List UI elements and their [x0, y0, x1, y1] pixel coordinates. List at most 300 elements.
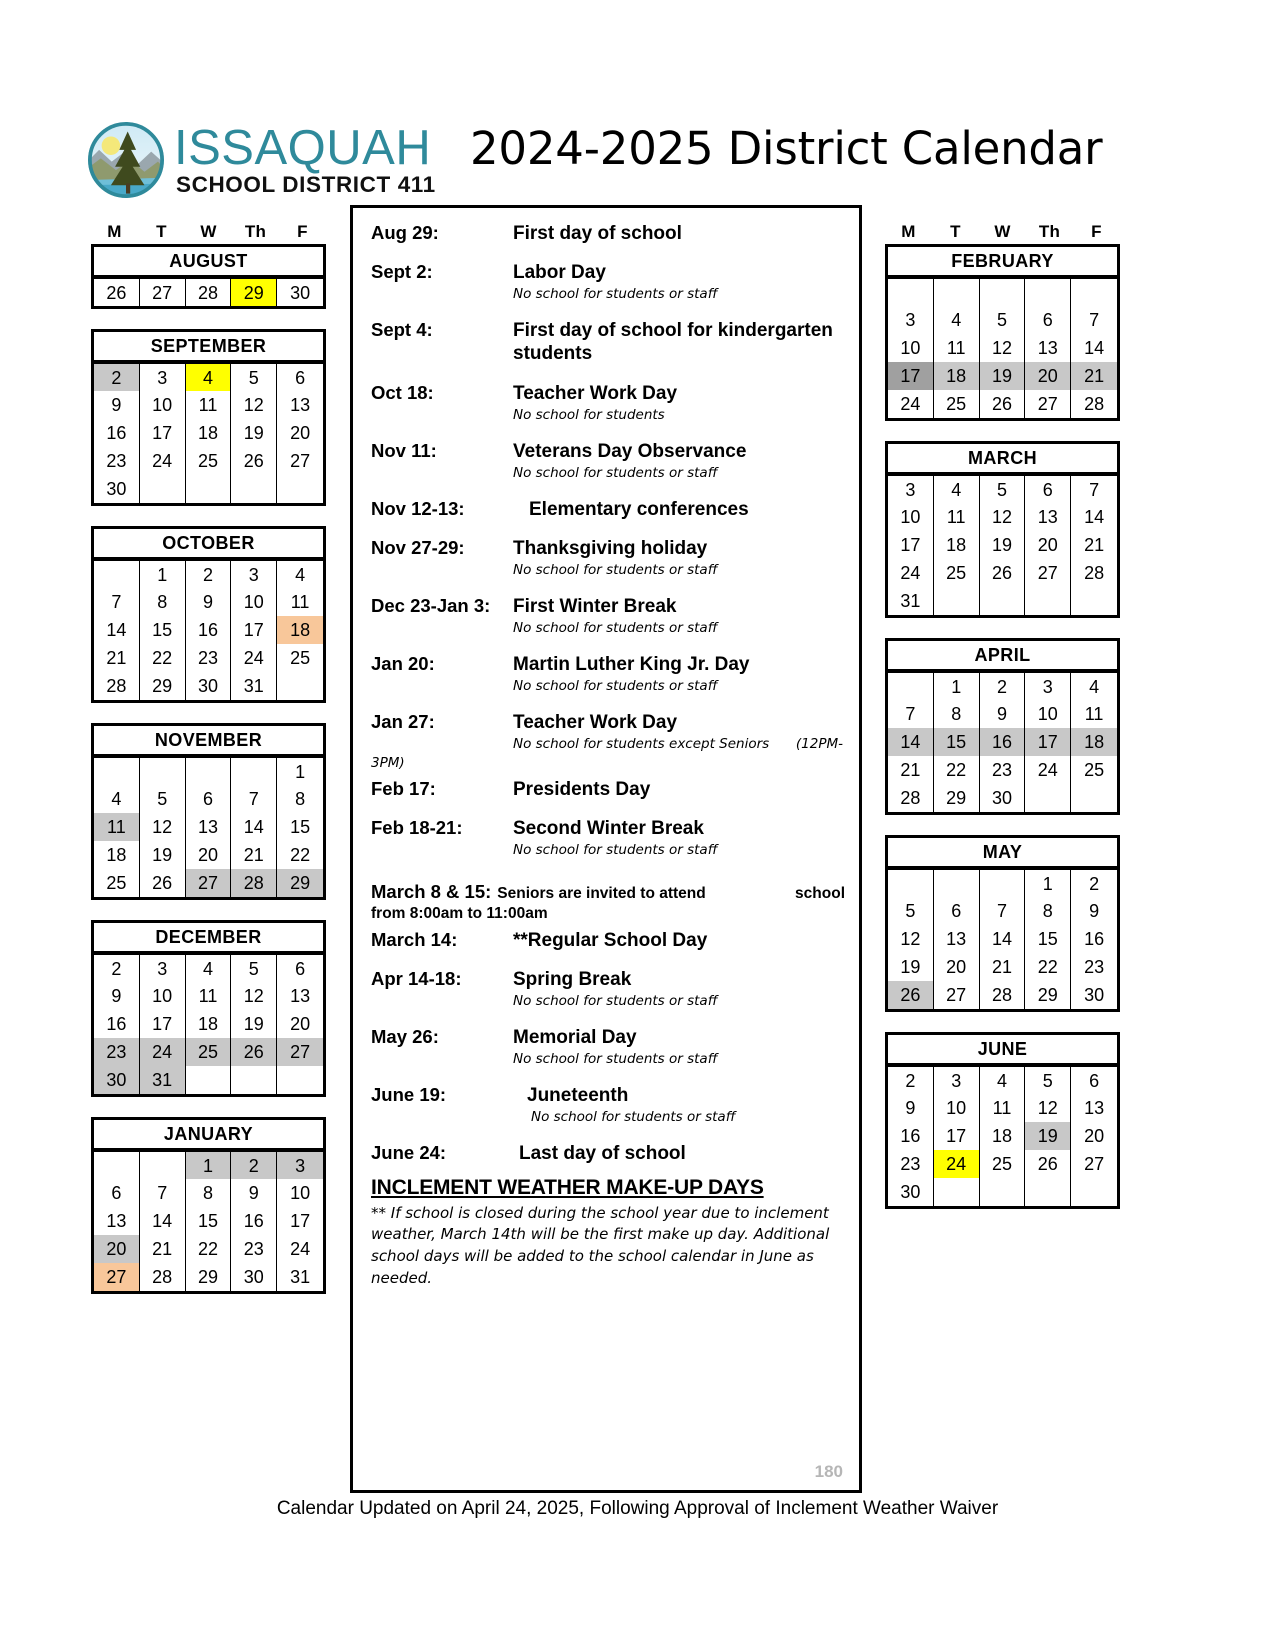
day-cell[interactable]: 16 — [186, 616, 232, 644]
day-cell[interactable]: 1 — [277, 757, 323, 785]
day-cell[interactable]: 3 — [277, 1151, 323, 1179]
day-cell[interactable]: 10 — [231, 588, 277, 616]
day-cell[interactable]: 28 — [1071, 559, 1117, 587]
day-cell[interactable]: 12 — [231, 391, 277, 419]
day-cell[interactable]: 6 — [186, 785, 232, 813]
day-cell-empty — [1071, 784, 1117, 812]
day-cell[interactable]: 20 — [1025, 362, 1071, 390]
day-cell[interactable]: 27 — [1025, 390, 1071, 418]
month-block-february — [885, 244, 1120, 421]
week-row — [888, 1178, 1117, 1206]
day-cell[interactable]: 28 — [231, 869, 277, 897]
day-cell[interactable]: 2 — [980, 672, 1026, 700]
day-cell[interactable]: 11 — [186, 391, 232, 419]
day-cell[interactable]: 20 — [94, 1235, 140, 1263]
day-cell[interactable]: 28 — [1071, 390, 1117, 418]
day-cell[interactable]: 27 — [140, 278, 186, 306]
right-months-host — [885, 244, 1120, 1209]
day-cell[interactable]: 17 — [888, 362, 934, 390]
day-cell[interactable]: 5 — [888, 897, 934, 925]
day-cell[interactable]: 3 — [140, 363, 186, 391]
day-cell-empty — [888, 869, 934, 897]
day-cell[interactable]: 21 — [980, 953, 1026, 981]
day-cell[interactable]: 19 — [1025, 1122, 1071, 1150]
day-cell[interactable]: 29 — [231, 278, 277, 306]
day-cell[interactable]: 23 — [231, 1235, 277, 1263]
day-cell[interactable]: 26 — [231, 1038, 277, 1066]
day-cell[interactable]: 17 — [140, 419, 186, 447]
day-cell[interactable]: 24 — [888, 559, 934, 587]
day-cell[interactable]: 4 — [980, 1066, 1026, 1094]
day-cell[interactable]: 2 — [888, 1066, 934, 1094]
event-row — [371, 498, 845, 521]
day-cell[interactable]: 28 — [888, 784, 934, 812]
day-cell[interactable]: 7 — [980, 897, 1026, 925]
day-cell[interactable]: 30 — [94, 475, 140, 503]
day-cell[interactable]: 25 — [277, 644, 323, 672]
day-cell[interactable]: 26 — [94, 278, 140, 306]
dow-f: F — [1091, 222, 1102, 241]
day-cell[interactable]: 27 — [94, 1263, 140, 1291]
event-note: No school for students or staff — [531, 1109, 736, 1126]
day-cell[interactable]: 9 — [1071, 897, 1117, 925]
day-cell[interactable]: 12 — [1025, 1094, 1071, 1122]
day-cell[interactable]: 14 — [888, 728, 934, 756]
day-cell[interactable]: 9 — [231, 1179, 277, 1207]
day-cell[interactable]: 2 — [94, 954, 140, 982]
day-cell-empty — [277, 672, 323, 700]
day-cell-empty — [934, 869, 980, 897]
day-cell[interactable]: 21 — [94, 644, 140, 672]
event-date: March 8 & 15: — [371, 881, 492, 903]
day-cell[interactable]: 18 — [980, 1122, 1026, 1150]
day-cell[interactable]: 17 — [277, 1207, 323, 1235]
day-cell[interactable]: 12 — [980, 334, 1026, 362]
day-cell[interactable]: 14 — [1071, 503, 1117, 531]
day-cell[interactable]: 19 — [888, 953, 934, 981]
day-cell[interactable]: 18 — [277, 616, 323, 644]
event-title: Juneteenth — [527, 1085, 629, 1107]
day-cell[interactable]: 10 — [934, 1094, 980, 1122]
day-cell[interactable]: 16 — [980, 728, 1026, 756]
day-cell[interactable]: 27 — [1025, 559, 1071, 587]
day-cell[interactable]: 4 — [277, 560, 323, 588]
day-cell[interactable]: 20 — [277, 419, 323, 447]
day-cell-empty — [934, 278, 980, 306]
day-cell[interactable]: 19 — [980, 531, 1026, 559]
day-cell[interactable]: 6 — [934, 897, 980, 925]
day-cell[interactable]: 24 — [277, 1235, 323, 1263]
event-note: No school for students or staff — [513, 678, 718, 695]
event-note — [513, 736, 845, 753]
day-of-week-header-left — [91, 220, 326, 244]
logo-district-subtitle: SCHOOL DISTRICT 411 — [176, 171, 436, 197]
day-cell[interactable]: 14 — [1071, 334, 1117, 362]
day-cell[interactable]: 2 — [231, 1151, 277, 1179]
day-cell[interactable]: 24 — [140, 1038, 186, 1066]
month-block-december — [91, 920, 326, 1097]
day-cell[interactable]: 25 — [980, 1150, 1026, 1178]
day-cell[interactable]: 26 — [980, 559, 1026, 587]
day-cell[interactable]: 11 — [94, 813, 140, 841]
week-row — [888, 925, 1117, 953]
day-cell[interactable]: 29 — [1025, 981, 1071, 1009]
day-cell[interactable]: 1 — [186, 1151, 232, 1179]
day-cell[interactable]: 9 — [94, 391, 140, 419]
day-cell[interactable]: 29 — [186, 1263, 232, 1291]
day-cell[interactable]: 15 — [186, 1207, 232, 1235]
day-cell[interactable]: 16 — [94, 419, 140, 447]
event-title: First Winter Break — [513, 595, 677, 617]
day-cell[interactable]: 3 — [888, 306, 934, 334]
day-cell[interactable]: 11 — [186, 982, 232, 1010]
day-cell[interactable]: 23 — [888, 1150, 934, 1178]
day-cell[interactable]: 16 — [888, 1122, 934, 1150]
day-cell[interactable]: 25 — [934, 559, 980, 587]
day-cell[interactable]: 31 — [140, 1066, 186, 1094]
day-cell[interactable]: 19 — [140, 841, 186, 869]
day-cell[interactable]: 27 — [277, 1038, 323, 1066]
day-cell[interactable]: 26 — [140, 869, 186, 897]
day-cell[interactable]: 12 — [888, 925, 934, 953]
month-title: MARCH — [888, 444, 1117, 475]
day-cell[interactable]: 26 — [888, 981, 934, 1009]
month-block-march — [885, 441, 1120, 618]
day-cell[interactable]: 16 — [231, 1207, 277, 1235]
logo-wordmark — [174, 120, 436, 197]
day-cell[interactable]: 26 — [231, 447, 277, 475]
day-cell[interactable]: 23 — [186, 644, 232, 672]
day-cell[interactable]: 15 — [934, 728, 980, 756]
day-cell[interactable]: 11 — [934, 334, 980, 362]
day-cell[interactable]: 30 — [277, 278, 323, 306]
day-cell[interactable]: 12 — [140, 813, 186, 841]
day-cell[interactable]: 5 — [1025, 1066, 1071, 1094]
event-row — [371, 261, 845, 284]
day-cell[interactable]: 22 — [1025, 953, 1071, 981]
event-row — [371, 1026, 845, 1049]
day-cell[interactable]: 25 — [186, 1038, 232, 1066]
month-title: JANUARY — [94, 1120, 323, 1151]
day-cell[interactable]: 2 — [1071, 869, 1117, 897]
week-row — [94, 1010, 323, 1038]
event-row — [371, 778, 845, 801]
day-cell[interactable]: 5 — [980, 306, 1026, 334]
event-title: Labor Day — [513, 262, 606, 284]
day-cell[interactable]: 7 — [231, 785, 277, 813]
day-cell[interactable]: 14 — [140, 1207, 186, 1235]
day-cell[interactable]: 30 — [94, 1066, 140, 1094]
day-cell[interactable]: 5 — [231, 363, 277, 391]
event-row — [371, 222, 845, 245]
day-cell[interactable]: 27 — [277, 447, 323, 475]
day-cell[interactable]: 26 — [980, 390, 1026, 418]
day-cell[interactable]: 18 — [1071, 728, 1117, 756]
day-cell[interactable]: 13 — [934, 925, 980, 953]
day-cell[interactable]: 18 — [934, 362, 980, 390]
day-cell[interactable]: 1 — [140, 560, 186, 588]
day-cell[interactable]: 28 — [140, 1263, 186, 1291]
event-note: No school for students or staff — [513, 286, 718, 303]
day-cell[interactable]: 14 — [980, 925, 1026, 953]
day-cell[interactable]: 11 — [980, 1094, 1026, 1122]
day-cell[interactable]: 3 — [1025, 672, 1071, 700]
day-cell[interactable]: 25 — [94, 869, 140, 897]
day-cell[interactable]: 22 — [934, 756, 980, 784]
event-row — [371, 1084, 845, 1107]
inclement-weather-body: ** If school is closed during the school year due to inclement weather, March 14th will be the first make up day. Additional school days will be added to the school calendar in June as needed. — [371, 1203, 830, 1287]
day-cell[interactable]: 10 — [1025, 700, 1071, 728]
day-cell[interactable]: 13 — [186, 813, 232, 841]
day-cell[interactable]: 10 — [888, 503, 934, 531]
day-cell[interactable]: 8 — [140, 588, 186, 616]
day-cell[interactable]: 4 — [186, 363, 232, 391]
week-row — [888, 953, 1117, 981]
day-cell[interactable]: 29 — [140, 672, 186, 700]
day-cell[interactable]: 24 — [231, 644, 277, 672]
day-cell[interactable]: 19 — [231, 1010, 277, 1038]
day-cell[interactable]: 4 — [1071, 672, 1117, 700]
day-cell-empty — [980, 278, 1026, 306]
day-cell[interactable]: 24 — [140, 447, 186, 475]
day-cell[interactable]: 16 — [1071, 925, 1117, 953]
day-cell[interactable]: 17 — [934, 1122, 980, 1150]
day-cell[interactable]: 29 — [277, 869, 323, 897]
day-cell[interactable]: 2 — [94, 363, 140, 391]
day-cell[interactable]: 9 — [94, 982, 140, 1010]
day-cell[interactable]: 11 — [1071, 700, 1117, 728]
day-cell[interactable]: 5 — [231, 954, 277, 982]
day-cell[interactable]: 13 — [277, 982, 323, 1010]
day-cell[interactable]: 2 — [186, 560, 232, 588]
day-cell[interactable]: 7 — [140, 1179, 186, 1207]
day-cell[interactable]: 17 — [888, 531, 934, 559]
week-row — [94, 954, 323, 982]
day-cell[interactable]: 13 — [1025, 503, 1071, 531]
day-cell[interactable]: 4 — [94, 785, 140, 813]
week-row — [94, 560, 323, 588]
day-cell[interactable]: 1 — [934, 672, 980, 700]
day-cell[interactable]: 25 — [186, 447, 232, 475]
week-row — [94, 672, 323, 700]
event-title: Second Winter Break — [513, 818, 704, 840]
event-date: Jan 20: — [371, 652, 435, 674]
day-cell[interactable]: 17 — [1025, 728, 1071, 756]
day-cell[interactable]: 3 — [888, 475, 934, 503]
day-cell[interactable]: 30 — [980, 784, 1026, 812]
day-cell[interactable]: 18 — [94, 841, 140, 869]
day-cell[interactable]: 20 — [934, 953, 980, 981]
day-cell[interactable]: 10 — [140, 982, 186, 1010]
week-row — [94, 1179, 323, 1207]
event-row — [371, 319, 845, 365]
day-cell[interactable]: 27 — [186, 869, 232, 897]
day-cell[interactable]: 18 — [186, 419, 232, 447]
day-cell[interactable]: 22 — [186, 1235, 232, 1263]
page-title: 2024-2025 District Calendar — [470, 122, 1103, 175]
day-cell[interactable]: 20 — [1071, 1122, 1117, 1150]
day-cell[interactable]: 9 — [888, 1094, 934, 1122]
event-title: Thanksgiving holiday — [513, 537, 708, 559]
week-row — [888, 1094, 1117, 1122]
day-cell-empty — [888, 278, 934, 306]
day-cell[interactable]: 27 — [1071, 1150, 1117, 1178]
day-cell[interactable]: 9 — [980, 700, 1026, 728]
day-cell[interactable]: 31 — [277, 1263, 323, 1291]
event-date: Dec 23-Jan 3: — [371, 594, 491, 616]
day-cell[interactable]: 3 — [231, 560, 277, 588]
day-cell[interactable]: 22 — [140, 644, 186, 672]
event-note: No school for students or staff — [513, 620, 718, 637]
day-cell[interactable]: 4 — [934, 306, 980, 334]
day-cell[interactable]: 13 — [1071, 1094, 1117, 1122]
day-cell[interactable]: 6 — [1025, 306, 1071, 334]
week-row — [94, 588, 323, 616]
day-cell[interactable]: 23 — [94, 1038, 140, 1066]
day-cell[interactable]: 23 — [980, 756, 1026, 784]
day-cell[interactable]: 29 — [934, 784, 980, 812]
day-of-week-header-right — [885, 220, 1120, 244]
day-cell[interactable]: 31 — [888, 587, 934, 615]
day-cell[interactable]: 21 — [888, 756, 934, 784]
day-cell[interactable]: 24 — [888, 390, 934, 418]
day-cell[interactable]: 6 — [277, 363, 323, 391]
day-cell[interactable]: 6 — [277, 954, 323, 982]
event-title: Last day of school — [519, 1143, 686, 1165]
day-cell[interactable]: 14 — [94, 616, 140, 644]
day-cell-empty — [980, 869, 1026, 897]
day-cell[interactable]: 28 — [980, 981, 1026, 1009]
day-cell[interactable]: 8 — [186, 1179, 232, 1207]
day-cell[interactable]: 9 — [186, 588, 232, 616]
event-row — [371, 537, 845, 560]
day-cell[interactable]: 23 — [94, 447, 140, 475]
day-cell[interactable]: 20 — [277, 1010, 323, 1038]
event-row — [371, 653, 845, 676]
page-number: 180 — [814, 1462, 843, 1481]
day-cell[interactable]: 1 — [1025, 869, 1071, 897]
day-cell-empty — [1025, 784, 1071, 812]
district-seal-icon — [84, 118, 168, 202]
day-cell-empty — [231, 1066, 277, 1094]
day-cell[interactable]: 30 — [186, 672, 232, 700]
day-cell[interactable]: 11 — [934, 503, 980, 531]
day-cell[interactable]: 19 — [231, 419, 277, 447]
week-row — [888, 897, 1117, 925]
week-row — [94, 616, 323, 644]
day-cell[interactable]: 17 — [140, 1010, 186, 1038]
day-cell[interactable]: 4 — [934, 475, 980, 503]
day-cell[interactable]: 25 — [934, 390, 980, 418]
day-cell[interactable]: 23 — [1071, 953, 1117, 981]
day-cell[interactable]: 21 — [1071, 362, 1117, 390]
day-cell[interactable]: 25 — [1071, 756, 1117, 784]
inclement-weather-heading: INCLEMENT WEATHER MAKE-UP DAYS — [371, 1175, 764, 1199]
day-cell[interactable]: 7 — [1071, 475, 1117, 503]
day-cell[interactable]: 24 — [1025, 756, 1071, 784]
day-cell[interactable]: 6 — [1025, 475, 1071, 503]
day-cell[interactable]: 4 — [186, 954, 232, 982]
day-cell[interactable]: 10 — [277, 1179, 323, 1207]
day-cell[interactable]: 16 — [94, 1010, 140, 1038]
day-cell[interactable]: 22 — [277, 841, 323, 869]
day-cell[interactable]: 13 — [277, 391, 323, 419]
event-date: Apr 14-18: — [371, 968, 462, 990]
day-cell[interactable]: 3 — [140, 954, 186, 982]
day-cell[interactable]: 3 — [934, 1066, 980, 1094]
day-cell[interactable]: 13 — [1025, 334, 1071, 362]
day-cell-empty — [94, 1151, 140, 1179]
day-cell-empty — [934, 1178, 980, 1206]
dow-w: W — [200, 222, 217, 241]
day-cell[interactable]: 8 — [1025, 897, 1071, 925]
day-cell[interactable]: 10 — [888, 334, 934, 362]
day-cell[interactable]: 21 — [1071, 531, 1117, 559]
day-cell-empty — [186, 1066, 232, 1094]
day-cell[interactable]: 20 — [186, 841, 232, 869]
day-cell-empty — [1071, 1178, 1117, 1206]
day-cell[interactable]: 26 — [1025, 1150, 1071, 1178]
event-title: Teacher Work Day — [513, 711, 678, 733]
day-cell[interactable]: 10 — [140, 391, 186, 419]
day-cell[interactable]: 30 — [231, 1263, 277, 1291]
week-row — [94, 278, 323, 306]
day-cell[interactable]: 15 — [140, 616, 186, 644]
day-cell-empty — [980, 1178, 1026, 1206]
day-cell[interactable]: 28 — [186, 278, 232, 306]
day-cell[interactable]: 8 — [277, 785, 323, 813]
day-cell[interactable]: 28 — [94, 672, 140, 700]
week-row — [94, 644, 323, 672]
day-cell[interactable]: 7 — [1071, 306, 1117, 334]
day-cell[interactable]: 19 — [980, 362, 1026, 390]
day-cell[interactable]: 8 — [934, 700, 980, 728]
day-cell[interactable]: 6 — [1071, 1066, 1117, 1094]
day-cell[interactable]: 15 — [277, 813, 323, 841]
day-cell[interactable]: 24 — [934, 1150, 980, 1178]
day-cell[interactable]: 17 — [231, 616, 277, 644]
right-month-column — [885, 220, 1120, 1229]
day-cell[interactable]: 18 — [934, 531, 980, 559]
day-cell[interactable]: 30 — [1071, 981, 1117, 1009]
day-cell[interactable]: 21 — [140, 1235, 186, 1263]
day-cell[interactable]: 14 — [231, 813, 277, 841]
day-cell[interactable]: 31 — [231, 672, 277, 700]
day-cell[interactable]: 12 — [231, 982, 277, 1010]
day-cell[interactable]: 12 — [980, 503, 1026, 531]
day-cell[interactable]: 13 — [94, 1207, 140, 1235]
day-cell[interactable]: 7 — [94, 588, 140, 616]
week-row — [888, 362, 1117, 390]
day-cell[interactable]: 30 — [888, 1178, 934, 1206]
day-cell-empty — [140, 475, 186, 503]
day-cell[interactable]: 27 — [934, 981, 980, 1009]
day-cell[interactable]: 18 — [186, 1010, 232, 1038]
event-date: Nov 27-29: — [371, 536, 465, 558]
month-title: MAY — [888, 838, 1117, 869]
day-cell[interactable]: 7 — [888, 700, 934, 728]
event-row — [371, 817, 845, 840]
day-cell[interactable]: 21 — [231, 841, 277, 869]
day-cell[interactable]: 6 — [94, 1179, 140, 1207]
day-cell[interactable]: 15 — [1025, 925, 1071, 953]
week-row — [94, 813, 323, 841]
day-cell[interactable]: 5 — [140, 785, 186, 813]
day-cell[interactable]: 5 — [980, 475, 1026, 503]
event-text-wrap: from 8:00am to 11:00am — [371, 904, 548, 922]
day-cell[interactable]: 20 — [1025, 531, 1071, 559]
day-cell[interactable]: 11 — [277, 588, 323, 616]
